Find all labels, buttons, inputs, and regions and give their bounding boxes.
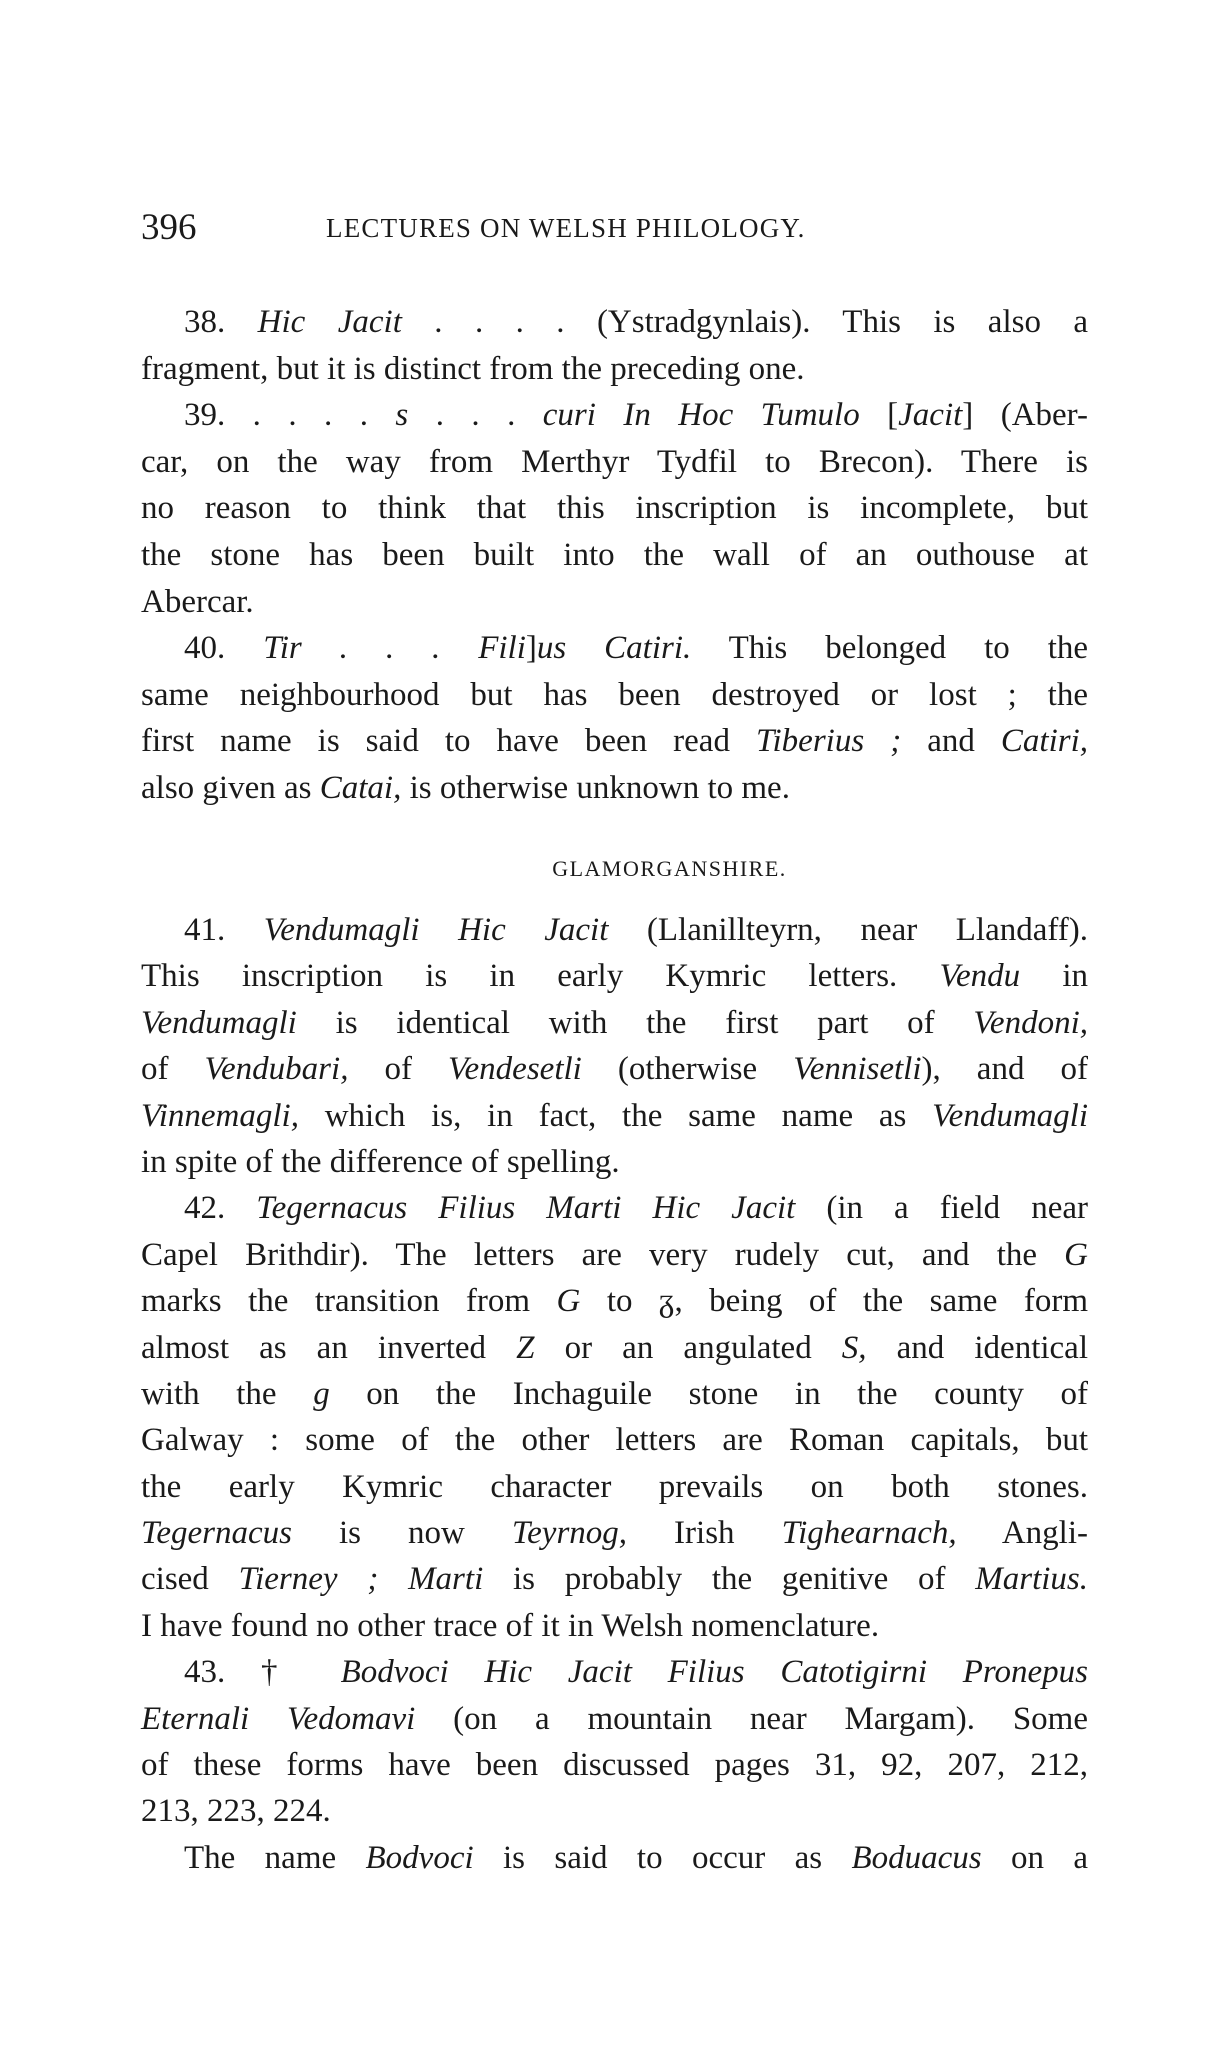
text-run: of xyxy=(348,1051,449,1088)
italic-text: Tierney ; Marti xyxy=(238,1561,484,1598)
text-run: This inscription is in early Kymric letters. xyxy=(141,958,940,995)
text-run: in xyxy=(1020,958,1089,995)
italic-text: Tir . . . Fili xyxy=(263,630,526,667)
text-line xyxy=(141,1788,1088,1834)
text-line xyxy=(141,1417,1088,1463)
text-run: ] xyxy=(525,630,537,667)
text-line xyxy=(141,346,1088,393)
italic-text: Boduacus xyxy=(851,1839,982,1876)
text-run: 41. xyxy=(184,912,264,948)
text-run: and identical xyxy=(866,1329,1088,1366)
text-run: the stone has been built into the wall of an outhouse at xyxy=(141,536,1088,573)
text-run: ] (Aber- xyxy=(962,397,1089,434)
text-run: on a xyxy=(981,1839,1088,1876)
text-run: The name xyxy=(184,1839,366,1876)
text-run: 213, 223, 224. xyxy=(141,1793,331,1830)
text-line xyxy=(141,1185,1088,1231)
italic-text: Vendumagli xyxy=(932,1097,1088,1134)
text-run: in spite of the difference of spelling. xyxy=(141,1143,620,1180)
text-run: almost as an inverted xyxy=(141,1329,517,1366)
text-line xyxy=(141,1835,1088,1881)
text-run: Capel Brithdir). The letters are very rudely cut, and the xyxy=(141,1236,1065,1273)
italic-text: G xyxy=(556,1283,581,1320)
italic-text: Vendoni, xyxy=(973,1004,1088,1041)
text-run: first name is said to have been read xyxy=(141,723,756,760)
text-run: Irish xyxy=(627,1515,782,1552)
text-run: is identical with the first part of xyxy=(296,1004,974,1041)
text-run: to ᵹ, being of the same form xyxy=(580,1283,1088,1320)
text-line xyxy=(141,1139,1088,1185)
text-line xyxy=(141,485,1088,532)
text-run: 40. xyxy=(184,630,264,667)
italic-text: Tighearnach, xyxy=(781,1515,957,1552)
paragraph xyxy=(141,1185,1088,1649)
text-run: . . . xyxy=(408,397,543,434)
text-run: or an angulated xyxy=(534,1329,842,1366)
text-run: on the Inchaguile stone in the county of xyxy=(329,1375,1089,1412)
text-run: with the xyxy=(141,1375,314,1412)
text-line xyxy=(141,1371,1088,1417)
text-run: is now xyxy=(291,1515,512,1552)
text-run: marks the transition from xyxy=(141,1283,557,1320)
paragraph xyxy=(141,1649,1088,1835)
running-header xyxy=(141,204,1088,252)
text-run: 42. xyxy=(184,1190,257,1227)
italic-text: Vendumagli Hic Jacit xyxy=(263,912,609,948)
text-run: [ xyxy=(859,397,899,434)
italic-text: s xyxy=(395,397,409,434)
text-line xyxy=(141,1093,1088,1139)
text-line xyxy=(141,953,1088,999)
text-line xyxy=(141,1325,1088,1371)
text-line xyxy=(141,392,1088,439)
italic-text: Catiri, xyxy=(1000,723,1088,760)
text-run: of xyxy=(141,1051,205,1088)
text-line xyxy=(141,579,1088,626)
text-run: the early Kymric character prevails on both stones. xyxy=(141,1468,1088,1505)
text-line xyxy=(141,1046,1088,1092)
italic-text: g xyxy=(313,1375,330,1412)
italic-text: Vennisetli xyxy=(793,1051,922,1088)
paragraph xyxy=(141,392,1088,625)
section-heading: GLAMORGANSHIRE. xyxy=(552,856,787,881)
italic-text: curi In Hoc Tumulo xyxy=(542,397,860,434)
text-line xyxy=(141,439,1088,486)
text-run: no reason to think that this inscription is incomplete, but xyxy=(141,490,1088,527)
text-run: which is, in fact, the same name as xyxy=(298,1097,933,1134)
text-line xyxy=(141,672,1088,719)
italic-text: Tegernacus Filius Marti Hic Jacit xyxy=(256,1190,796,1227)
text-run: cised xyxy=(141,1561,239,1598)
italic-text: Bodvoci xyxy=(365,1839,474,1876)
italic-text: Tegernacus xyxy=(141,1515,292,1552)
text-line xyxy=(141,625,1088,672)
paragraph xyxy=(141,299,1088,392)
italic-text: Teyrnog, xyxy=(511,1515,628,1552)
text-run: fragment, but it is distinct from the preceding one. xyxy=(141,350,805,387)
italic-text: Hic Jacit xyxy=(257,304,402,340)
italic-text: us Catiri. xyxy=(536,630,692,667)
text-line xyxy=(141,1464,1088,1510)
text-run: Angli- xyxy=(956,1515,1089,1552)
italic-text: Vendumagli xyxy=(141,1004,297,1041)
text-run: is otherwise unknown to me. xyxy=(401,769,790,806)
text-run: 39. . . . . xyxy=(184,397,396,434)
text-line xyxy=(141,1510,1088,1556)
text-line xyxy=(141,907,1088,953)
text-line xyxy=(141,1000,1088,1046)
italic-text: Catai, xyxy=(319,769,402,806)
italic-text: Bodvoci Hic Jacit Filius Catotigirni Pronepus xyxy=(340,1654,1088,1691)
italic-text: G xyxy=(1064,1236,1088,1273)
italic-text: Jacit xyxy=(898,397,963,434)
text-line xyxy=(141,1742,1088,1788)
text-line xyxy=(141,1649,1088,1695)
text-line xyxy=(141,1278,1088,1324)
text-run: and xyxy=(901,723,1001,760)
text-line xyxy=(141,718,1088,765)
page-number: 396 xyxy=(141,207,197,248)
text-run: ), and of xyxy=(921,1051,1088,1088)
text-block-glamorganshire xyxy=(141,907,1088,1881)
italic-text: Vinnemagli, xyxy=(141,1097,299,1134)
text-run: This belonged to the xyxy=(691,630,1089,667)
text-run: (otherwise xyxy=(581,1051,794,1088)
italic-text: Vendubari, xyxy=(204,1051,349,1088)
paragraph xyxy=(141,907,1088,1185)
text-run: also given as xyxy=(141,769,320,806)
text-run: (on a mountain near Margam). Some xyxy=(415,1700,1088,1737)
italic-text: Vendesetli xyxy=(448,1051,582,1088)
italic-text: Eternali Vedomavi xyxy=(141,1700,416,1737)
text-block-brecknockshire xyxy=(141,299,1088,812)
text-run: of these forms have been discussed pages 31, 92, 207, 212, xyxy=(141,1747,1088,1784)
text-run: same neighbourhood but has been destroyed or lost ; the xyxy=(141,676,1088,713)
text-run: 43. † xyxy=(184,1654,341,1691)
italic-text: Martius. xyxy=(975,1561,1088,1598)
text-line xyxy=(141,1556,1088,1602)
text-run: . . . . (Ystradgynlais). This is also a xyxy=(401,304,1089,340)
text-line xyxy=(141,299,1088,346)
text-run: (in a field near xyxy=(795,1190,1088,1227)
paragraph xyxy=(141,1835,1088,1881)
text-run: is probably the genitive of xyxy=(483,1561,976,1598)
text-run: car, on the way from Merthyr Tydfil to Brecon). There is xyxy=(141,443,1088,480)
italic-text: Tiberius ; xyxy=(755,723,902,760)
italic-text: Z xyxy=(516,1329,535,1366)
text-run: (Llanillteyrn, near Llandaff). xyxy=(608,912,1088,948)
text-line xyxy=(141,532,1088,579)
text-run: I have found no other trace of it in Welsh nomenclature. xyxy=(141,1607,880,1644)
text-line xyxy=(141,765,1088,812)
italic-text: Vendu xyxy=(939,958,1021,995)
text-run: is said to occur as xyxy=(473,1839,852,1876)
running-title: LECTURES ON WELSH PHILOLOGY. xyxy=(326,213,806,243)
text-line xyxy=(141,1232,1088,1278)
text-run: 38. xyxy=(184,304,258,340)
text-line xyxy=(141,1696,1088,1742)
text-run: Galway : some of the other letters are Roman capitals, but xyxy=(141,1422,1088,1459)
text-line xyxy=(141,1603,1088,1649)
text-run: Abercar. xyxy=(141,583,254,620)
italic-text: S, xyxy=(841,1329,867,1366)
paragraph xyxy=(141,625,1088,811)
